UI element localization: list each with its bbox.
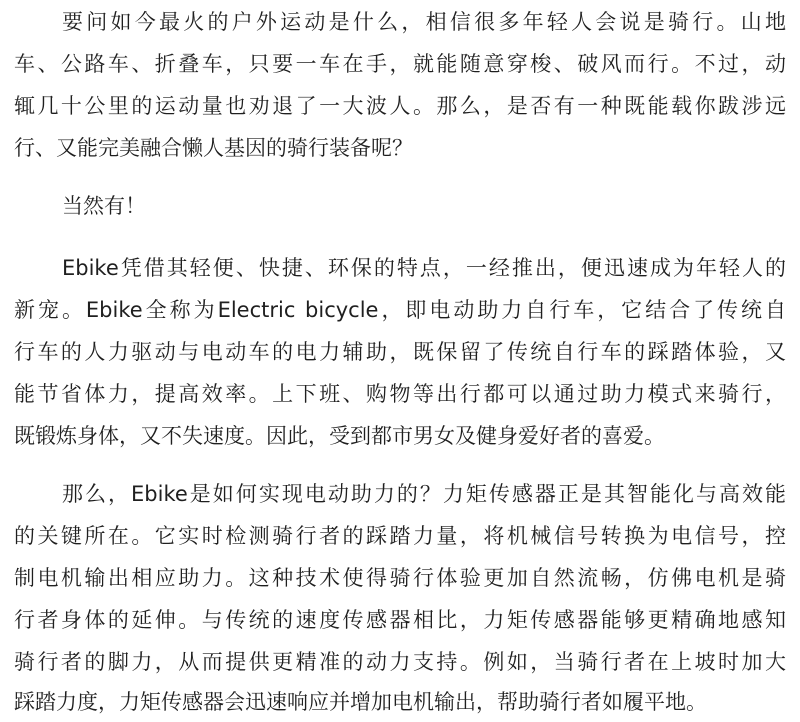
text-line: 骑行者的脚力，从而提供更精准的动力支持。例如，当骑行者在上坡时加大 (14, 650, 786, 674)
text-line: 既锻炼身体，又不失速度。因此，受到都市男女及健身爱好者的喜爱。 (14, 424, 665, 448)
text-line: 那么，Ebike是如何实现电动助力的？力矩传感器正是其智能化与高效能 (62, 482, 786, 506)
text-line: 制电机输出相应助力。这种技术使得骑行体验更加自然流畅，仿佛电机是骑 (14, 566, 786, 590)
text-line: Ebike凭借其轻便、快捷、环保的特点，一经推出，便迅速成为年轻人的 (62, 256, 786, 280)
text-line: 新宠。Ebike全称为Electric bicycle，即电动助力自行车，它结合了传统自 (14, 298, 786, 322)
text-line: 踩踏力度，力矩传感器会迅速响应并增加电机输出，帮助骑行者如履平地。 (14, 690, 707, 714)
text-line: 的关键所在。它实时检测骑行者的踩踏力量，将机械信号转换为电信号，控 (14, 524, 786, 548)
text-line: 当然有！ (62, 194, 146, 218)
text-line: 要问如今最火的户外运动是什么，相信很多年轻人会说是骑行。山地 (62, 10, 786, 34)
text-line: 车、公路车、折叠车，只要一车在手，就能随意穿梭、破风而行。不过，动 (14, 52, 786, 76)
text-line: 能节省体力，提高效率。上下班、购物等出行都可以通过助力模式来骑行， (14, 382, 786, 406)
text-line: 行者身体的延伸。与传统的速度传感器相比，力矩传感器能够更精确地感知 (14, 608, 786, 632)
text-line: 辄几十公里的运动量也劝退了一大波人。那么，是否有一种既能载你跋涉远 (14, 94, 786, 118)
text-line: 行车的人力驱动与电动车的电力辅助，既保留了传统自行车的踩踏体验，又 (14, 340, 786, 364)
text-line: 行、又能完美融合懒人基因的骑行装备呢？ (14, 136, 413, 160)
